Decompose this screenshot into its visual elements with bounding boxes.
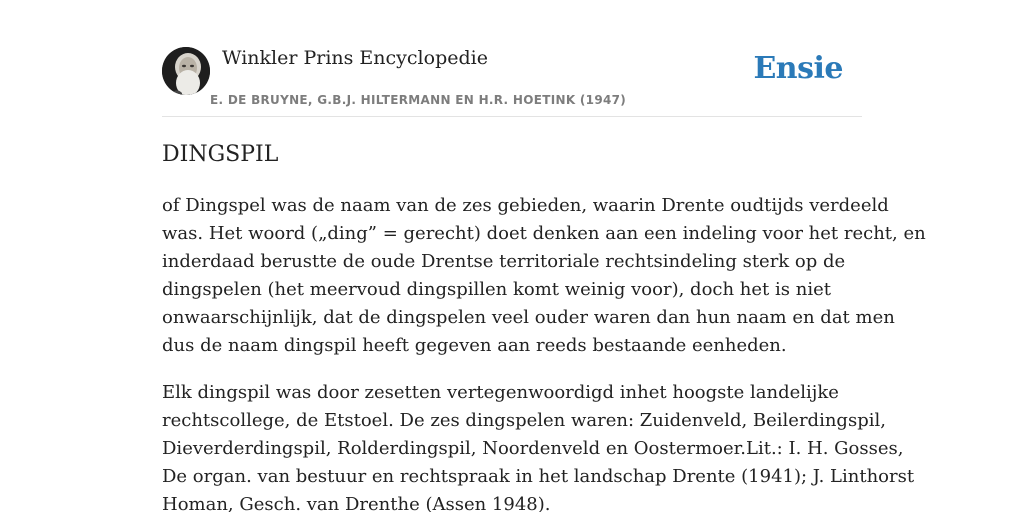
author-avatar[interactable] [162,47,210,95]
text-line: was. Het woord („ding” = gerecht) doet denken aan een indeling voor het recht, en [162,223,926,244]
text-line: rechtscollege, de Etstoel. De zes dingspelen waren: Zuidenveld, Beilerdingspil, [162,410,886,431]
authors-line: E. DE BRUYNE, G.B.J. HILTERMANN EN H.R. HOETINK (1947) [210,93,627,107]
site-title[interactable]: Winkler Prins Encyclopedie [222,47,488,69]
text-line: dingspelen (het meervoud dingspillen komt weinig voor), doch het is niet [162,279,831,300]
paragraph-1 [162,192,926,360]
header [162,46,862,117]
text-line: of Dingspel was de naam van de zes gebieden, waarin Drente oudtijds verdeeld [162,195,889,216]
text-line: inderdaad berustte de oude Drentse territoriale rechtsindeling sterk op de [162,251,846,272]
text-line: dus de naam dingspil heeft gegeven aan reeds bestaande eenheden. [162,335,787,356]
text-line: Dieverderdingspil, Rolderdingspil, Noordenveld en Oostermoer.Lit.: I. H. Gosses, [162,438,904,459]
brand-logo[interactable]: Ensie [753,51,843,86]
text-line: onwaarschijnlijk, dat de dingspelen veel ouder waren dan hun naam en dat men [162,307,895,328]
portrait-icon [162,47,210,95]
text-line: Elk dingspil was door zesetten vertegenwoordigd inhet hoogste landelijke [162,382,839,403]
paragraph-2 [162,379,915,512]
entry-body [162,192,926,512]
text-line: Homan, Gesch. van Drenthe (Assen 1948). [162,494,551,512]
text-line: De organ. van bestuur en rechtspraak in het landschap Drente (1941); J. Linthorst [162,466,915,487]
entry-title: DINGSPIL [162,142,279,167]
